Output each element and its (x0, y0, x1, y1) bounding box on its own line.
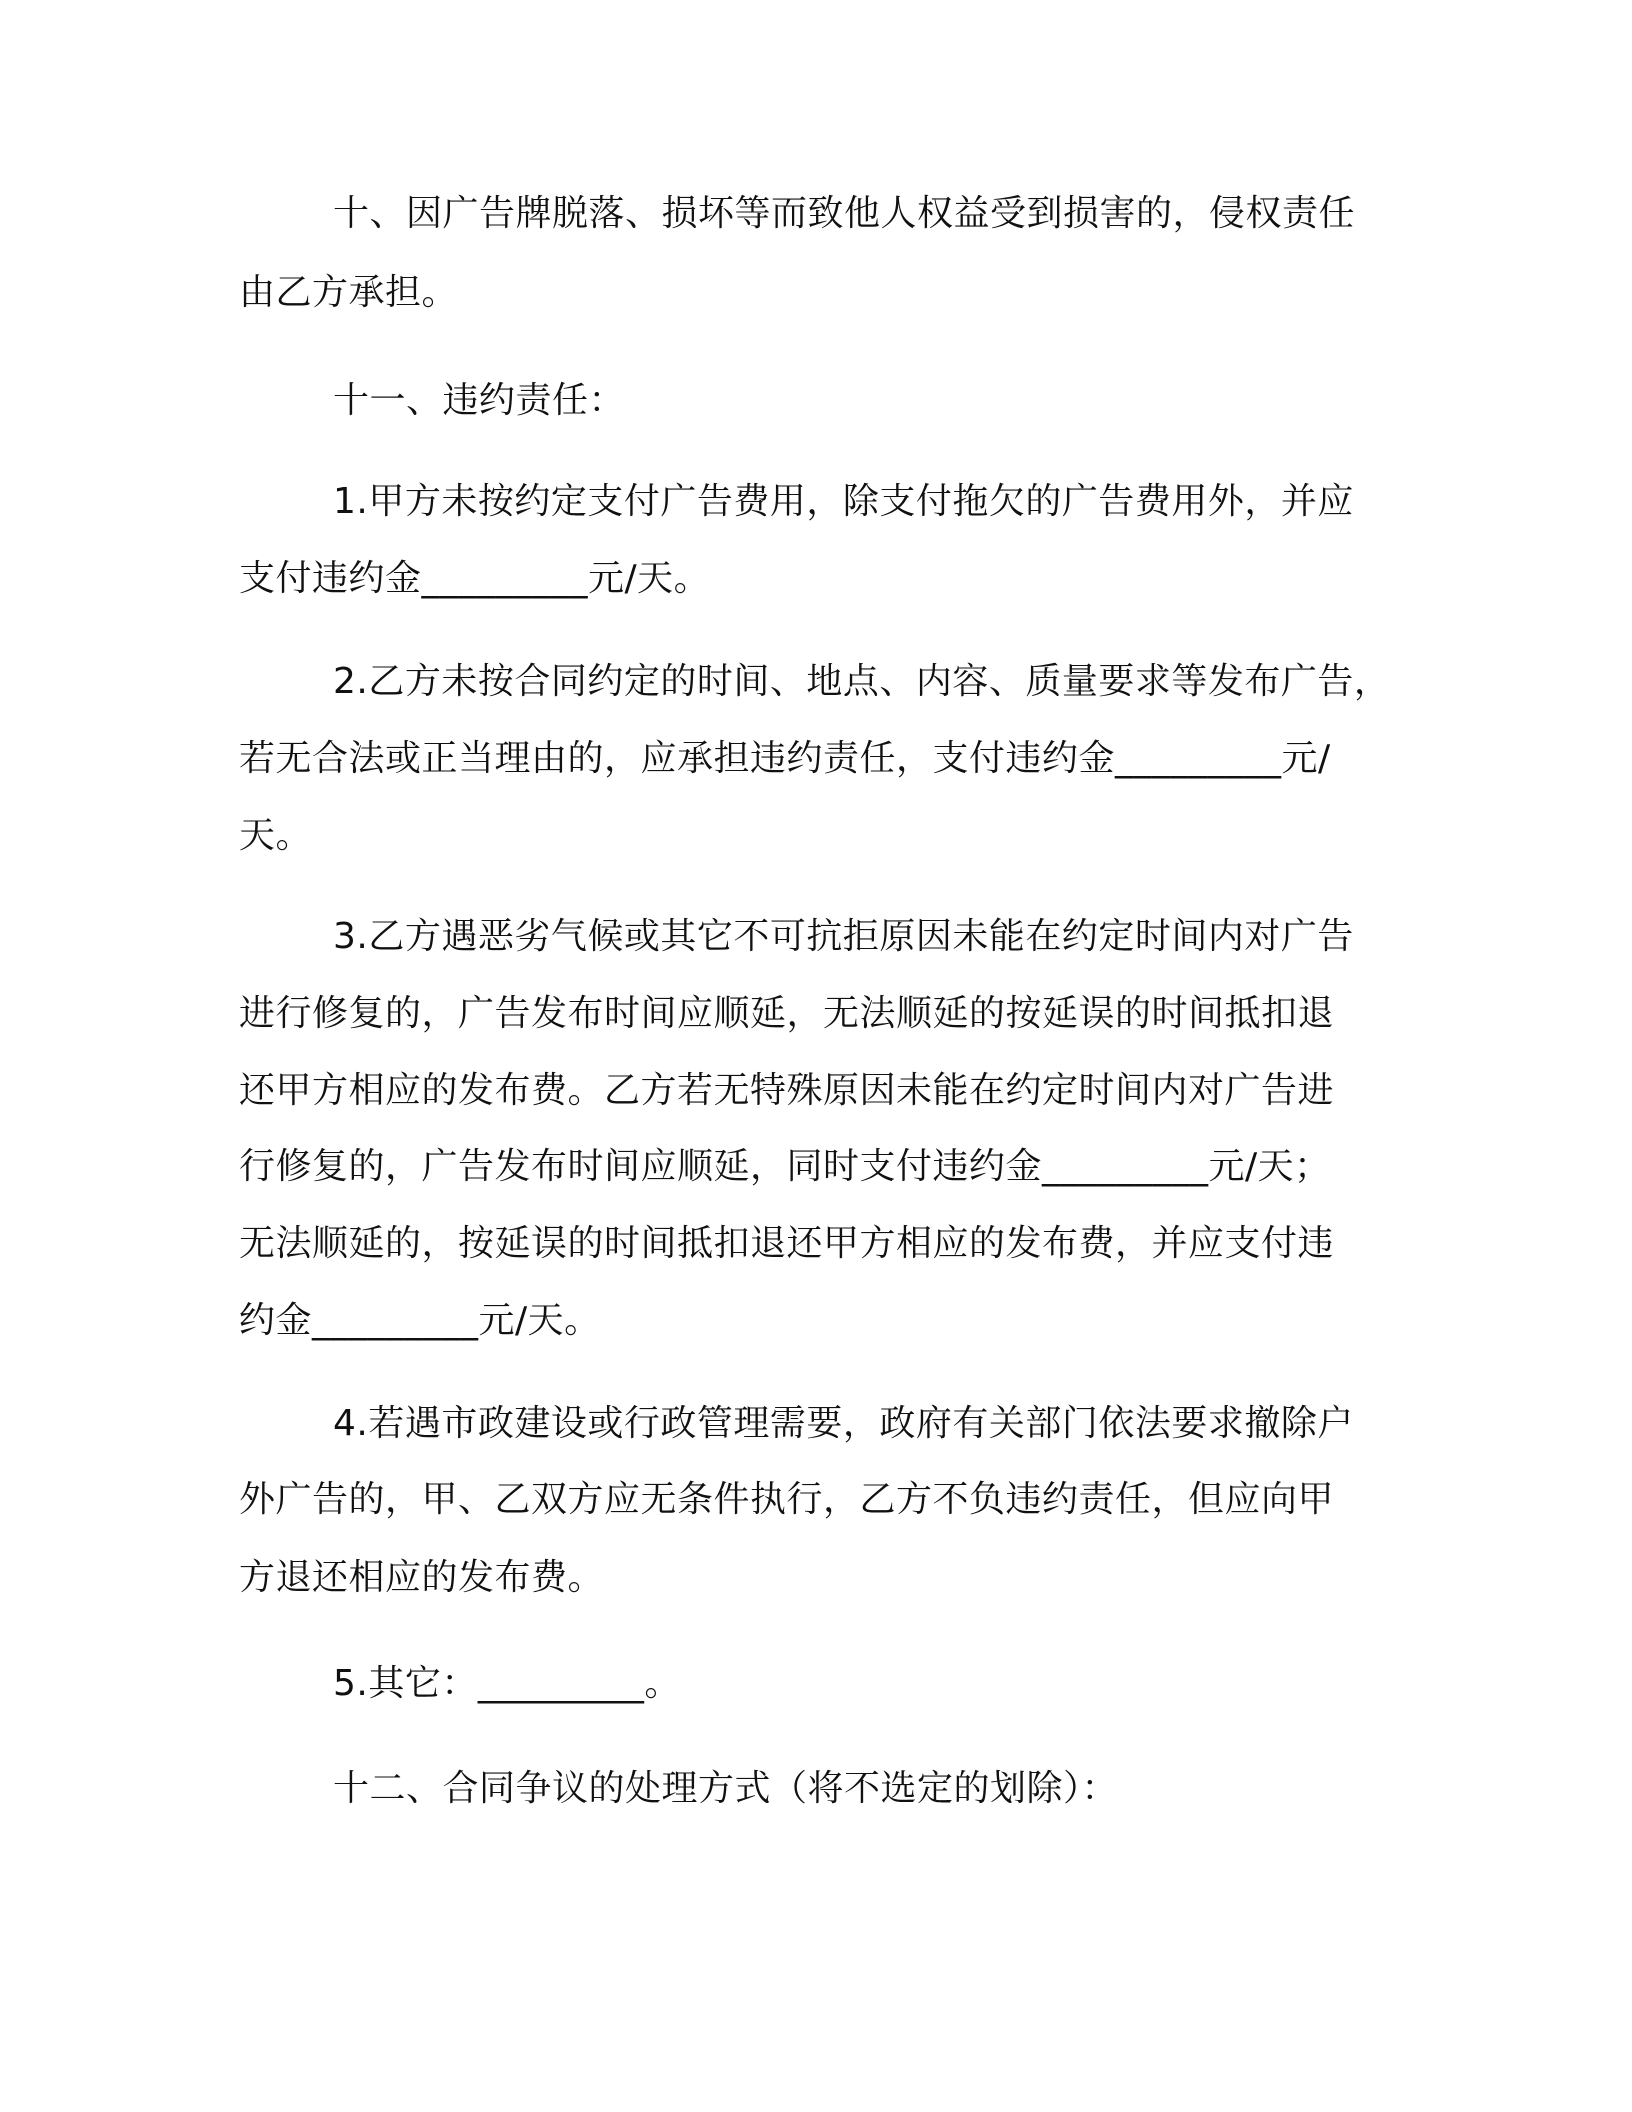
item-3-line-2: 进行修复的，广告发布时间应顺延，无法顺延的按延误的时间抵扣退 (239, 993, 1335, 1034)
clause-11-heading: 十一、违约责任： (333, 380, 626, 421)
item-4-line-1: 4.若遇市政建设或行政管理需要，政府有关部门依法要求撤除户 (333, 1403, 1354, 1444)
clause-10-line-1: 十、因广告牌脱落、损坏等而致他人权益受到损害的，侵权责任 (333, 193, 1356, 234)
item-3-line-3: 还甲方相应的发布费。乙方若无特殊原因未能在约定时间内对广告进 (239, 1070, 1335, 1111)
item-2-line-3: 天。 (239, 815, 313, 856)
clause-10-line-2: 由乙方承担。 (239, 272, 459, 313)
item-3-line-1: 3.乙方遇恶劣气候或其它不可抗拒原因未能在约定时间内对广告 (333, 916, 1354, 957)
clause-12-heading: 十二、合同争议的处理方式（将不选定的划除）： (333, 1768, 1119, 1809)
item-3-line-5: 无法顺延的，按延误的时间抵扣退还甲方相应的发布费，并应支付违 (239, 1223, 1335, 1264)
item-4-line-2: 外广告的，甲、乙双方应无条件执行，乙方不负违约责任，但应向甲 (239, 1479, 1335, 1520)
item-2-line-2: 若无合法或正当理由的，应承担违约责任，支付违约金_________元/ (239, 738, 1331, 779)
item-4-line-3: 方退还相应的发布费。 (239, 1557, 605, 1598)
item-1-line-2: 支付违约金_________元/天。 (239, 558, 711, 599)
item-5-line: 5.其它：_________。 (333, 1663, 681, 1704)
item-3-line-6: 约金_________元/天。 (239, 1300, 601, 1341)
item-1-line-1: 1.甲方未按约定支付广告费用，除支付拖欠的广告费用外，并应 (333, 481, 1354, 522)
item-2-line-1: 2.乙方未按合同约定的时间、地点、内容、质量要求等发布广告， (333, 661, 1391, 702)
item-3-line-4: 行修复的，广告发布时间应顺延，同时支付违约金_________元/天； (239, 1146, 1331, 1187)
